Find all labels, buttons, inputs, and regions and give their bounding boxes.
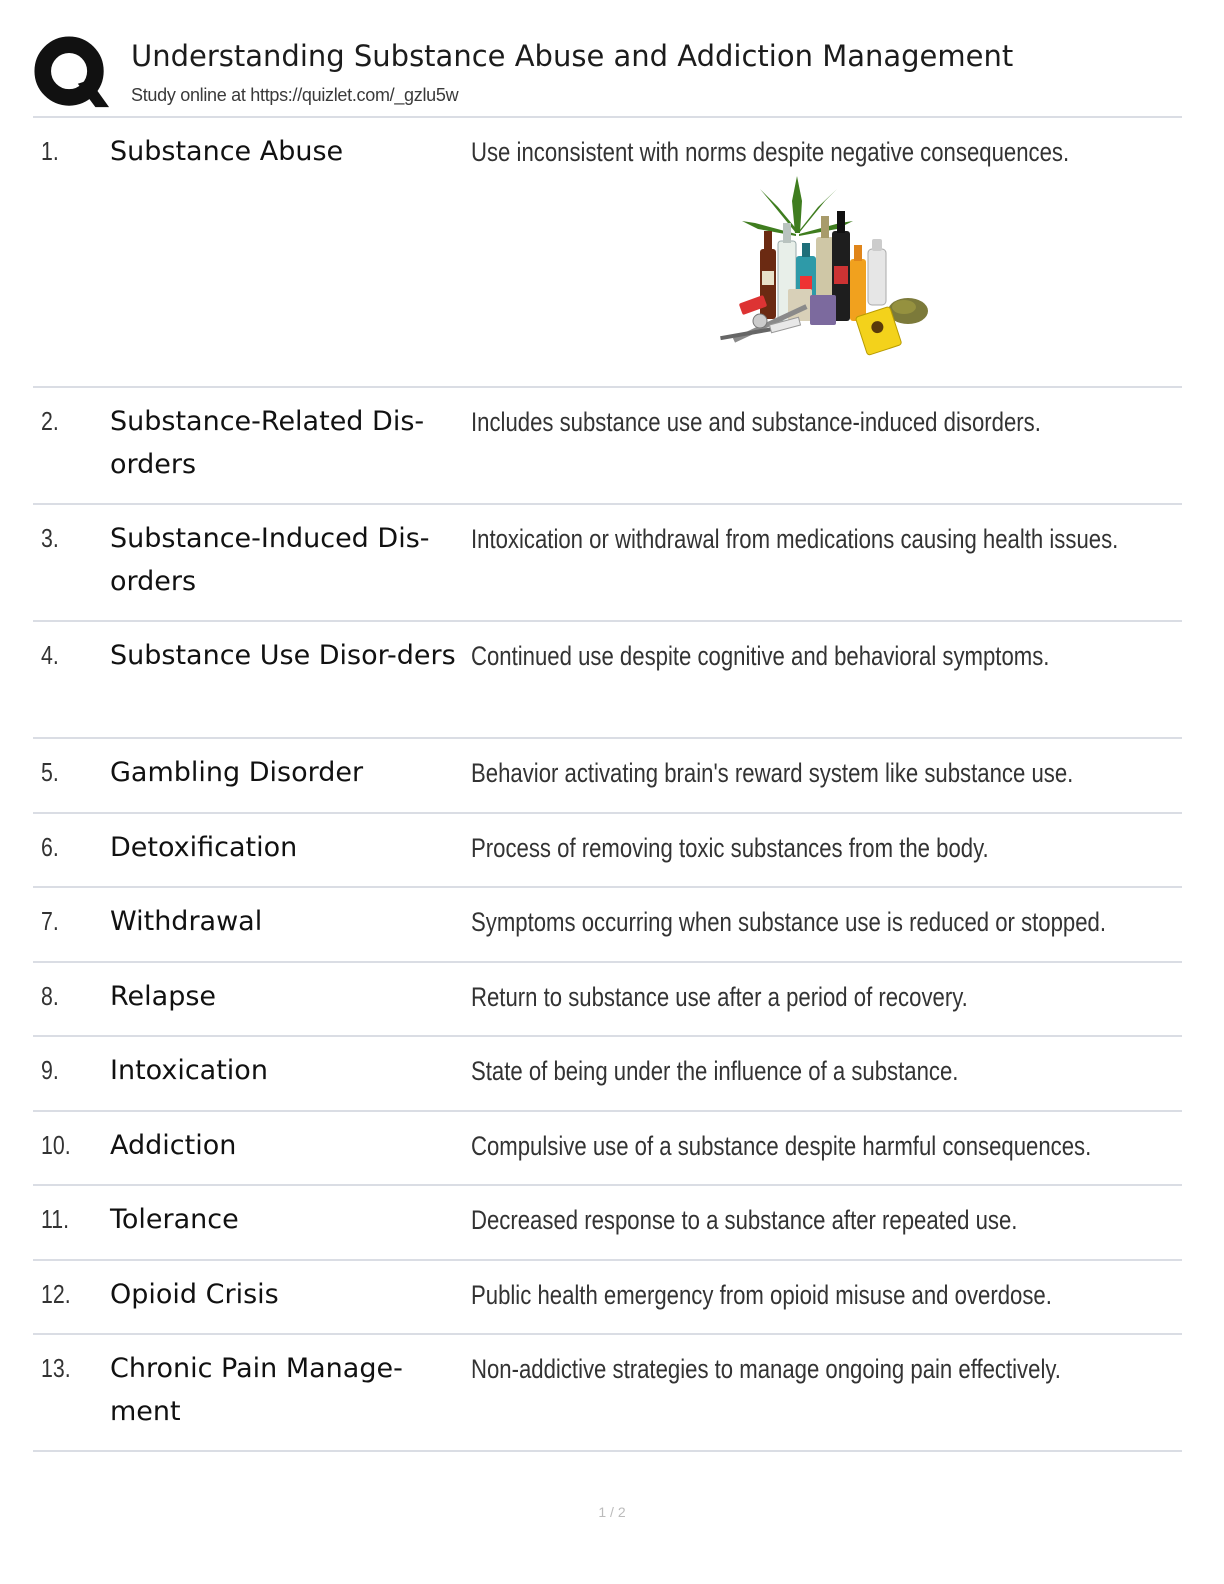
card-number: 6. [41, 832, 59, 862]
card-row [33, 1261, 1182, 1335]
card-row [33, 739, 1182, 814]
card-number: 8. [41, 981, 59, 1011]
cannabis-leaf-icon [742, 176, 853, 236]
card-term: Chronic Pain Manage-ment [110, 1353, 403, 1427]
card-definition: Non-addictive strategies to manage ongoing pain effectively. [471, 1354, 1061, 1384]
card-definition: Use inconsistent with norms despite negative consequences. [471, 137, 1070, 167]
card-definition: Symptoms occurring when substance use is reduced or stopped. [471, 907, 1107, 937]
card-number: 9. [41, 1055, 59, 1085]
card-number: 10. [41, 1130, 71, 1160]
card-definition: Includes substance use and substance-induced disorders. [471, 407, 1041, 437]
card-term: Substance-Induced Dis-orders [110, 523, 430, 597]
card-row [33, 1112, 1182, 1186]
card-term: Gambling Disorder [110, 757, 364, 788]
substances-image [700, 171, 935, 369]
card-number: 4. [41, 640, 59, 670]
card-definition: Decreased response to a substance after repeated use. [471, 1205, 1018, 1235]
card-number: 13. [41, 1353, 71, 1383]
card-row [33, 888, 1182, 963]
card-term: Intoxication [110, 1055, 268, 1086]
card-definition: Intoxication or withdrawal from medications causing health issues. [471, 524, 1119, 554]
flashcard-table [33, 116, 1182, 1452]
card-definition: Public health emergency from opioid misuse and overdose. [471, 1280, 1052, 1310]
quizlet-logo-icon [33, 35, 111, 113]
card-term: Substance Use Disor-ders [110, 640, 456, 671]
card-term: Addiction [110, 1130, 237, 1161]
card-term: Tolerance [110, 1204, 239, 1235]
card-term: Withdrawal [110, 906, 263, 937]
page-number: 1 / 2 [598, 1504, 626, 1520]
card-definition: State of being under the influence of a substance. [471, 1056, 959, 1086]
card-term: Relapse [110, 981, 217, 1012]
card-term: Opioid Crisis [110, 1279, 279, 1310]
card-number: 3. [41, 523, 59, 553]
card-definition: Return to substance use after a period of recovery. [471, 982, 968, 1012]
card-number: 11. [41, 1204, 70, 1234]
card-row [33, 1186, 1182, 1261]
card-row [33, 963, 1182, 1037]
card-definition: Process of removing toxic substances from the body. [471, 833, 989, 863]
card-term: Substance Abuse [110, 136, 344, 167]
card-definition: Compulsive use of a substance despite harmful consequences. [471, 1131, 1092, 1161]
page-header [33, 33, 1183, 115]
card-row [33, 118, 1182, 388]
card-definition: Continued use despite cognitive and behavioral symptoms. [471, 641, 1050, 671]
card-row [33, 1037, 1182, 1112]
card-term: Substance-Related Dis-orders [110, 406, 425, 480]
card-row [33, 1335, 1182, 1452]
study-link[interactable]: Study online at https://quizlet.com/_gzlu5w [131, 85, 459, 105]
card-number: 5. [41, 757, 59, 787]
card-row [33, 505, 1182, 622]
card-term: Detoxification [110, 832, 298, 863]
card-row [33, 388, 1182, 505]
card-definition: Behavior activating brain's reward system like substance use. [471, 758, 1074, 788]
card-number: 7. [41, 906, 59, 936]
card-row [33, 814, 1182, 888]
card-number: 2. [41, 406, 59, 436]
page-title: Understanding Substance Abuse and Addiction Management [131, 39, 1014, 73]
card-number: 12. [41, 1279, 71, 1309]
card-number: 1. [41, 136, 59, 166]
card-row [33, 622, 1182, 739]
